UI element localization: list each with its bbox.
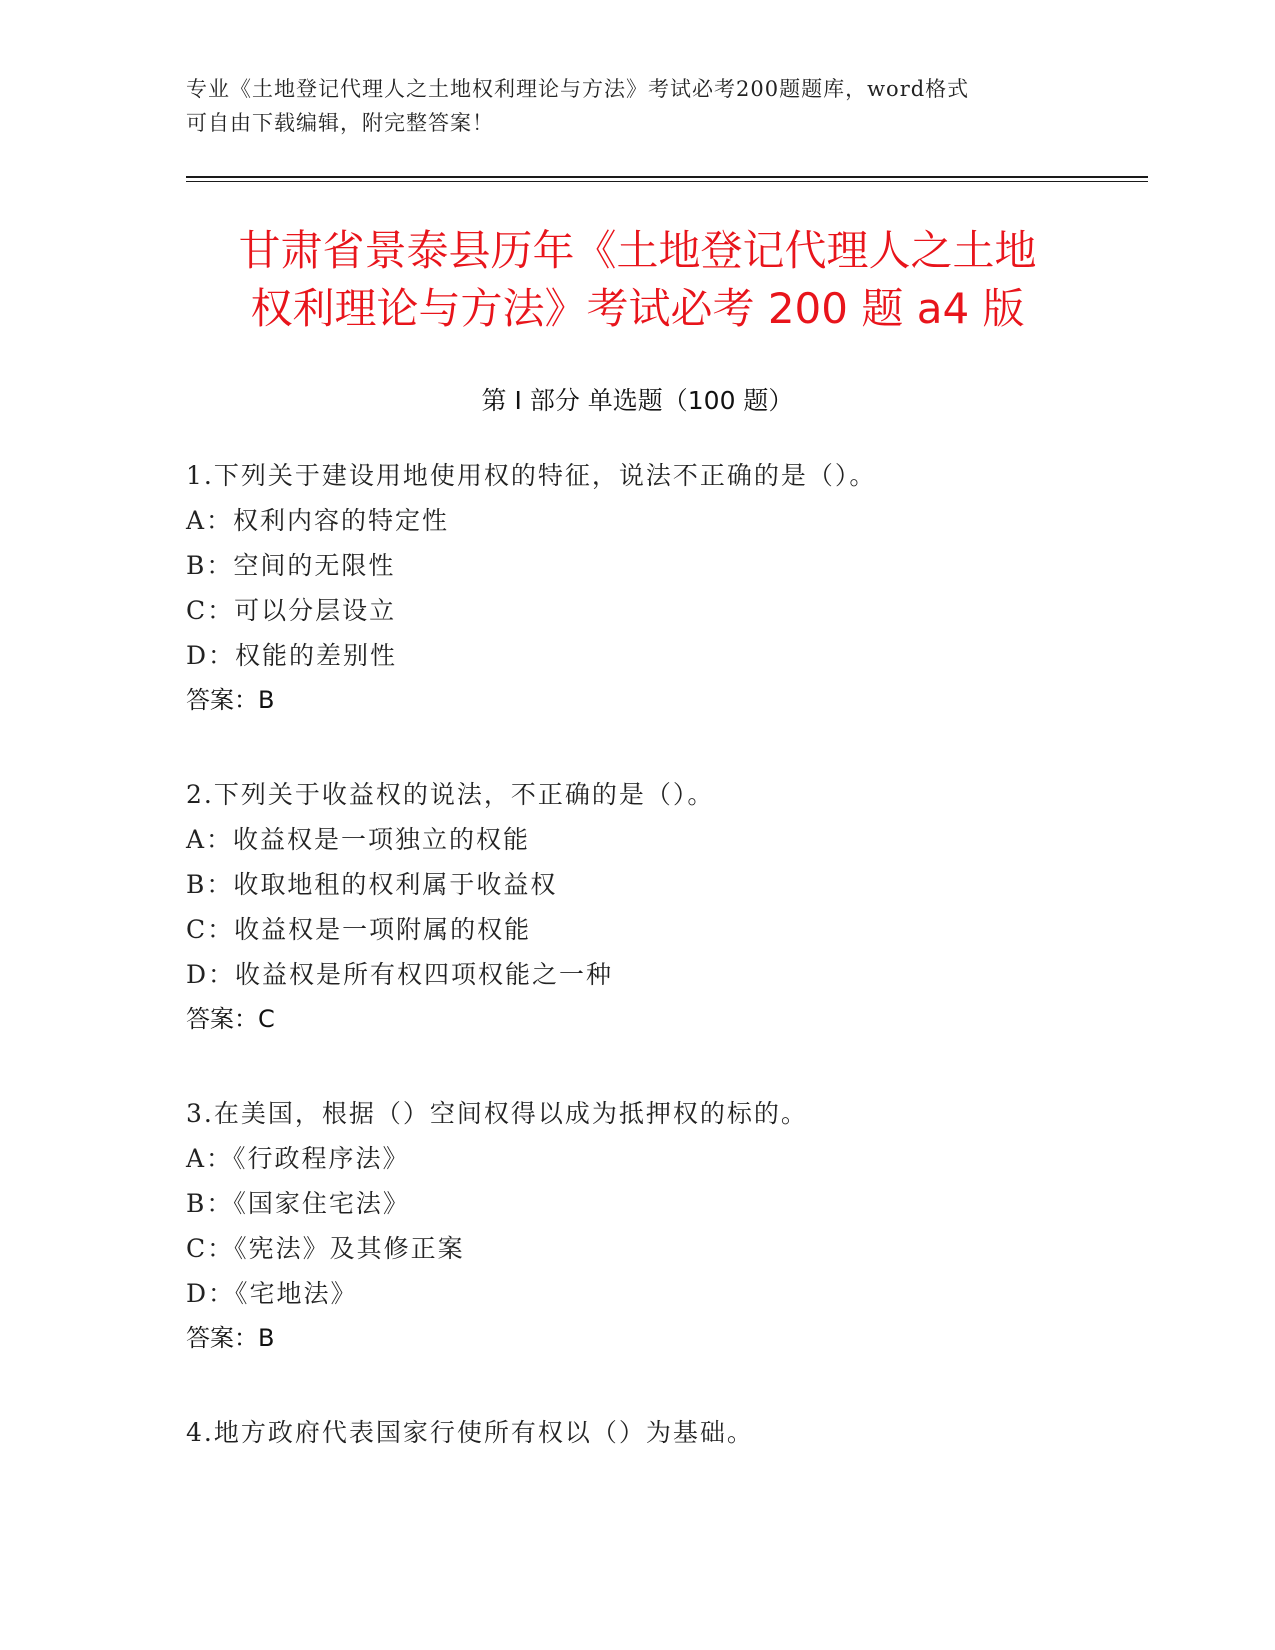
answer: 答案：B (186, 686, 275, 714)
option-a: A：《行政程序法》 (186, 1144, 410, 1173)
header-divider-thick (186, 176, 1148, 178)
question-1 (186, 453, 1146, 723)
option-b: B：收取地租的权利属于收益权 (186, 870, 558, 899)
option-d: D：收益权是所有权四项权能之一种 (186, 960, 614, 989)
option-c: C：可以分层设立 (186, 596, 397, 625)
answer: 答案：B (186, 1324, 275, 1352)
document-title (150, 222, 1125, 338)
question-stem: 4.地方政府代表国家行使所有权以（）为基础。 (186, 1418, 754, 1447)
answer: 答案：C (186, 1005, 275, 1033)
question-stem: 2.下列关于收益权的说法，不正确的是（）。 (186, 780, 715, 809)
option-a: A：权利内容的特定性 (186, 506, 450, 535)
document-title-line-2: 权利理论与方法》考试必考 200 题 a4 版 (250, 284, 1025, 333)
option-c: C：收益权是一项附属的权能 (186, 915, 532, 944)
header-note-line-2: 可自由下载编辑，附完整答案！ (186, 111, 494, 135)
option-b: B：空间的无限性 (186, 551, 396, 580)
option-d: D：《宅地法》 (186, 1279, 358, 1308)
section-title: 第 I 部分 单选题（100 题） (481, 386, 794, 415)
option-c: C：《宪法》及其修正案 (186, 1234, 465, 1263)
option-a: A：收益权是一项独立的权能 (186, 825, 531, 854)
option-d: D：权能的差别性 (186, 641, 398, 670)
question-2 (186, 772, 1146, 1042)
question-stem: 3.在美国，根据（）空间权得以成为抵押权的标的。 (186, 1099, 808, 1128)
header-note (186, 72, 1086, 140)
header-note-line-1: 专业《土地登记代理人之土地权利理论与方法》考试必考200题题库，word格式 (186, 77, 970, 101)
header-divider-thin (186, 181, 1148, 182)
question-4 (186, 1410, 1146, 1455)
document-title-line-1: 甘肃省景泰县历年《土地登记代理人之土地 (238, 226, 1037, 275)
question-3 (186, 1091, 1146, 1361)
option-b: B：《国家住宅法》 (186, 1189, 410, 1218)
question-stem: 1.下列关于建设用地使用权的特征，说法不正确的是（）。 (186, 461, 877, 490)
